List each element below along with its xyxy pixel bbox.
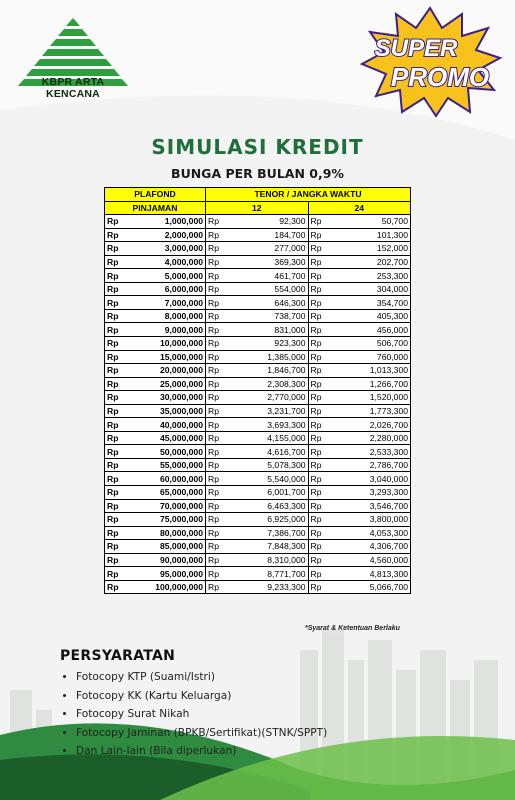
table-row bbox=[105, 309, 411, 323]
promo-line-1: SUPER bbox=[374, 35, 458, 62]
currency-label: Rp bbox=[105, 526, 124, 540]
loan-amount: 90,000,000 bbox=[123, 553, 206, 567]
table-row bbox=[105, 567, 411, 581]
currency-label: Rp bbox=[206, 309, 225, 323]
loan-amount: 45,000,000 bbox=[123, 431, 206, 445]
currency-label: Rp bbox=[206, 499, 225, 513]
currency-label: Rp bbox=[105, 540, 124, 554]
loan-amount: 5,000,000 bbox=[123, 269, 206, 283]
installment-12: 4,616,700 bbox=[224, 445, 308, 459]
installment-24: 1,013,300 bbox=[327, 364, 411, 378]
installment-24: 2,786,700 bbox=[327, 458, 411, 472]
currency-label: Rp bbox=[308, 337, 327, 351]
loan-amount: 55,000,000 bbox=[123, 458, 206, 472]
installment-24: 202,700 bbox=[327, 255, 411, 269]
table-row bbox=[105, 282, 411, 296]
currency-label: Rp bbox=[105, 337, 124, 351]
currency-label: Rp bbox=[308, 431, 327, 445]
currency-label: Rp bbox=[206, 580, 225, 594]
currency-label: Rp bbox=[105, 513, 124, 527]
installment-24: 3,040,000 bbox=[327, 472, 411, 486]
currency-label: Rp bbox=[206, 364, 225, 378]
currency-label: Rp bbox=[308, 567, 327, 581]
table-row bbox=[105, 255, 411, 269]
loan-amount: 40,000,000 bbox=[123, 418, 206, 432]
installment-24: 253,300 bbox=[327, 269, 411, 283]
currency-label: Rp bbox=[105, 228, 124, 242]
table-row bbox=[105, 296, 411, 310]
currency-label: Rp bbox=[308, 269, 327, 283]
table-row bbox=[105, 580, 411, 594]
currency-label: Rp bbox=[308, 391, 327, 405]
installment-24: 50,700 bbox=[327, 215, 411, 229]
currency-label: Rp bbox=[308, 553, 327, 567]
currency-label: Rp bbox=[308, 458, 327, 472]
currency-label: Rp bbox=[105, 431, 124, 445]
installment-24: 1,520,000 bbox=[327, 391, 411, 405]
installment-12: 6,001,700 bbox=[224, 486, 308, 500]
currency-label: Rp bbox=[105, 580, 124, 594]
installment-12: 831,000 bbox=[224, 323, 308, 337]
table-row bbox=[105, 540, 411, 554]
installment-24: 2,280,000 bbox=[327, 431, 411, 445]
table-row bbox=[105, 323, 411, 337]
loan-amount: 70,000,000 bbox=[123, 499, 206, 513]
currency-label: Rp bbox=[105, 282, 124, 296]
currency-label: Rp bbox=[206, 323, 225, 337]
table-row bbox=[105, 526, 411, 540]
currency-label: Rp bbox=[206, 553, 225, 567]
table-row bbox=[105, 391, 411, 405]
loan-amount: 50,000,000 bbox=[123, 445, 206, 459]
table-row bbox=[105, 445, 411, 459]
currency-label: Rp bbox=[105, 309, 124, 323]
installment-24: 354,700 bbox=[327, 296, 411, 310]
list-item: • Dan Lain-lain (Bila diperlukan) bbox=[76, 742, 436, 761]
currency-label: Rp bbox=[308, 364, 327, 378]
currency-label: Rp bbox=[206, 540, 225, 554]
list-item: • Fotocopy KTP (Suami/Istri) bbox=[76, 668, 436, 687]
currency-label: Rp bbox=[206, 567, 225, 581]
installment-24: 456,000 bbox=[327, 323, 411, 337]
table-row bbox=[105, 242, 411, 256]
currency-label: Rp bbox=[308, 404, 327, 418]
currency-label: Rp bbox=[105, 391, 124, 405]
currency-label: Rp bbox=[105, 364, 124, 378]
loan-amount: 3,000,000 bbox=[123, 242, 206, 256]
list-item: • Fotocopy Surat Nikah bbox=[76, 705, 436, 724]
installment-12: 554,000 bbox=[224, 282, 308, 296]
currency-label: Rp bbox=[105, 553, 124, 567]
installment-24: 4,813,300 bbox=[327, 567, 411, 581]
installment-12: 92,300 bbox=[224, 215, 308, 229]
installment-24: 1,773,300 bbox=[327, 404, 411, 418]
currency-label: Rp bbox=[105, 350, 124, 364]
currency-label: Rp bbox=[308, 242, 327, 256]
loan-amount: 4,000,000 bbox=[123, 255, 206, 269]
table-row bbox=[105, 377, 411, 391]
table-row bbox=[105, 472, 411, 486]
installment-12: 369,300 bbox=[224, 255, 308, 269]
currency-label: Rp bbox=[206, 472, 225, 486]
currency-label: Rp bbox=[308, 215, 327, 229]
currency-label: Rp bbox=[308, 486, 327, 500]
table-row bbox=[105, 418, 411, 432]
installment-12: 6,463,300 bbox=[224, 499, 308, 513]
currency-label: Rp bbox=[105, 242, 124, 256]
currency-label: Rp bbox=[206, 269, 225, 283]
installment-12: 2,308,300 bbox=[224, 377, 308, 391]
currency-label: Rp bbox=[308, 309, 327, 323]
installment-12: 738,700 bbox=[224, 309, 308, 323]
installment-24: 3,293,300 bbox=[327, 486, 411, 500]
loan-amount: 60,000,000 bbox=[123, 472, 206, 486]
table-row bbox=[105, 431, 411, 445]
installment-24: 101,300 bbox=[327, 228, 411, 242]
currency-label: Rp bbox=[308, 323, 327, 337]
currency-label: Rp bbox=[308, 472, 327, 486]
loan-amount: 8,000,000 bbox=[123, 309, 206, 323]
currency-label: Rp bbox=[308, 255, 327, 269]
brand-name: KBPR ARTA KENCANA bbox=[41, 76, 105, 100]
currency-label: Rp bbox=[206, 486, 225, 500]
currency-label: Rp bbox=[105, 255, 124, 269]
currency-label: Rp bbox=[206, 228, 225, 242]
currency-label: Rp bbox=[206, 458, 225, 472]
currency-label: Rp bbox=[308, 377, 327, 391]
installment-24: 2,026,700 bbox=[327, 418, 411, 432]
currency-label: Rp bbox=[105, 418, 124, 432]
header-tenor-24: 24 bbox=[308, 201, 411, 215]
loan-amount: 65,000,000 bbox=[123, 486, 206, 500]
promo-line-2: PROMO bbox=[390, 62, 490, 92]
requirements-list bbox=[60, 668, 436, 761]
currency-label: Rp bbox=[206, 296, 225, 310]
table-body bbox=[105, 215, 411, 594]
installment-24: 304,000 bbox=[327, 282, 411, 296]
installment-24: 2,533,300 bbox=[327, 445, 411, 459]
loan-amount: 1,000,000 bbox=[123, 215, 206, 229]
installment-24: 3,546,700 bbox=[327, 499, 411, 513]
currency-label: Rp bbox=[206, 404, 225, 418]
header-tenor: TENOR / JANGKA WAKTU bbox=[206, 188, 411, 202]
installment-24: 4,053,300 bbox=[327, 526, 411, 540]
currency-label: Rp bbox=[308, 418, 327, 432]
currency-label: Rp bbox=[105, 296, 124, 310]
credit-simulation-table bbox=[104, 187, 411, 594]
currency-label: Rp bbox=[206, 391, 225, 405]
loan-amount: 75,000,000 bbox=[123, 513, 206, 527]
installment-24: 1,266,700 bbox=[327, 377, 411, 391]
installment-24: 506,700 bbox=[327, 337, 411, 351]
list-item: • Fotocopy Jaminan (BPKB/Sertifikat)(STNK/SPPT) bbox=[76, 724, 436, 743]
currency-label: Rp bbox=[206, 418, 225, 432]
currency-label: Rp bbox=[308, 526, 327, 540]
currency-label: Rp bbox=[308, 445, 327, 459]
installment-12: 1,846,700 bbox=[224, 364, 308, 378]
currency-label: Rp bbox=[206, 242, 225, 256]
installment-12: 7,848,300 bbox=[224, 540, 308, 554]
currency-label: Rp bbox=[206, 215, 225, 229]
loan-amount: 10,000,000 bbox=[123, 337, 206, 351]
loan-amount: 100,000,000 bbox=[123, 580, 206, 594]
loan-amount: 15,000,000 bbox=[123, 350, 206, 364]
loan-amount: 35,000,000 bbox=[123, 404, 206, 418]
currency-label: Rp bbox=[105, 377, 124, 391]
currency-label: Rp bbox=[105, 472, 124, 486]
currency-label: Rp bbox=[206, 255, 225, 269]
currency-label: Rp bbox=[105, 404, 124, 418]
table-row bbox=[105, 553, 411, 567]
currency-label: Rp bbox=[308, 580, 327, 594]
currency-label: Rp bbox=[105, 486, 124, 500]
installment-12: 3,231,700 bbox=[224, 404, 308, 418]
currency-label: Rp bbox=[308, 282, 327, 296]
installment-12: 1,385,000 bbox=[224, 350, 308, 364]
table-row bbox=[105, 499, 411, 513]
currency-label: Rp bbox=[105, 323, 124, 337]
loan-amount: 2,000,000 bbox=[123, 228, 206, 242]
currency-label: Rp bbox=[206, 282, 225, 296]
super-promo-badge bbox=[358, 6, 503, 118]
table-row bbox=[105, 269, 411, 283]
loan-amount: 20,000,000 bbox=[123, 364, 206, 378]
currency-label: Rp bbox=[308, 513, 327, 527]
currency-label: Rp bbox=[105, 445, 124, 459]
installment-12: 461,700 bbox=[224, 269, 308, 283]
loan-amount: 6,000,000 bbox=[123, 282, 206, 296]
table-row bbox=[105, 215, 411, 229]
currency-label: Rp bbox=[206, 377, 225, 391]
loan-amount: 95,000,000 bbox=[123, 567, 206, 581]
currency-label: Rp bbox=[105, 567, 124, 581]
currency-label: Rp bbox=[308, 296, 327, 310]
installment-24: 5,066,700 bbox=[327, 580, 411, 594]
installment-12: 277,000 bbox=[224, 242, 308, 256]
installment-12: 5,078,300 bbox=[224, 458, 308, 472]
loan-amount: 80,000,000 bbox=[123, 526, 206, 540]
installment-24: 4,560,000 bbox=[327, 553, 411, 567]
header-plafond: PLAFOND bbox=[105, 188, 206, 202]
table-row bbox=[105, 364, 411, 378]
currency-label: Rp bbox=[206, 337, 225, 351]
installment-12: 2,770,000 bbox=[224, 391, 308, 405]
currency-label: Rp bbox=[308, 499, 327, 513]
installment-12: 7,386,700 bbox=[224, 526, 308, 540]
currency-label: Rp bbox=[206, 431, 225, 445]
loan-amount: 25,000,000 bbox=[123, 377, 206, 391]
currency-label: Rp bbox=[105, 458, 124, 472]
installment-12: 9,233,300 bbox=[224, 580, 308, 594]
installment-12: 4,155,000 bbox=[224, 431, 308, 445]
table-row bbox=[105, 486, 411, 500]
loan-amount: 85,000,000 bbox=[123, 540, 206, 554]
currency-label: Rp bbox=[206, 445, 225, 459]
requirements-title: PERSYARATAN bbox=[60, 648, 176, 664]
installment-12: 184,700 bbox=[224, 228, 308, 242]
installment-24: 760,000 bbox=[327, 350, 411, 364]
currency-label: Rp bbox=[206, 350, 225, 364]
loan-amount: 7,000,000 bbox=[123, 296, 206, 310]
installment-12: 6,925,000 bbox=[224, 513, 308, 527]
installment-24: 405,300 bbox=[327, 309, 411, 323]
table-row bbox=[105, 350, 411, 364]
currency-label: Rp bbox=[308, 540, 327, 554]
table-row bbox=[105, 337, 411, 351]
currency-label: Rp bbox=[308, 228, 327, 242]
header-pinjaman: PINJAMAN bbox=[105, 201, 206, 215]
currency-label: Rp bbox=[308, 350, 327, 364]
installment-12: 8,771,700 bbox=[224, 567, 308, 581]
table-row bbox=[105, 228, 411, 242]
terms-note: *Syarat & Ketentuan Berlaku bbox=[305, 625, 400, 632]
table-row bbox=[105, 513, 411, 527]
installment-12: 8,310,000 bbox=[224, 553, 308, 567]
currency-label: Rp bbox=[105, 499, 124, 513]
installment-12: 646,300 bbox=[224, 296, 308, 310]
interest-rate-subtitle: BUNGA PER BULAN 0,9% bbox=[171, 166, 344, 181]
currency-label: Rp bbox=[105, 269, 124, 283]
installment-24: 152,000 bbox=[327, 242, 411, 256]
loan-amount: 30,000,000 bbox=[123, 391, 206, 405]
header-tenor-12: 12 bbox=[206, 201, 309, 215]
loan-amount: 9,000,000 bbox=[123, 323, 206, 337]
installment-24: 4,306,700 bbox=[327, 540, 411, 554]
installment-24: 3,800,000 bbox=[327, 513, 411, 527]
table-row bbox=[105, 404, 411, 418]
installment-12: 923,300 bbox=[224, 337, 308, 351]
installment-12: 3,693,300 bbox=[224, 418, 308, 432]
currency-label: Rp bbox=[206, 526, 225, 540]
list-item: • Fotocopy KK (Kartu Keluarga) bbox=[76, 687, 436, 706]
page-title: SIMULASI KREDIT bbox=[151, 135, 364, 159]
currency-label: Rp bbox=[105, 215, 124, 229]
installment-12: 5,540,000 bbox=[224, 472, 308, 486]
table-row bbox=[105, 458, 411, 472]
currency-label: Rp bbox=[206, 513, 225, 527]
